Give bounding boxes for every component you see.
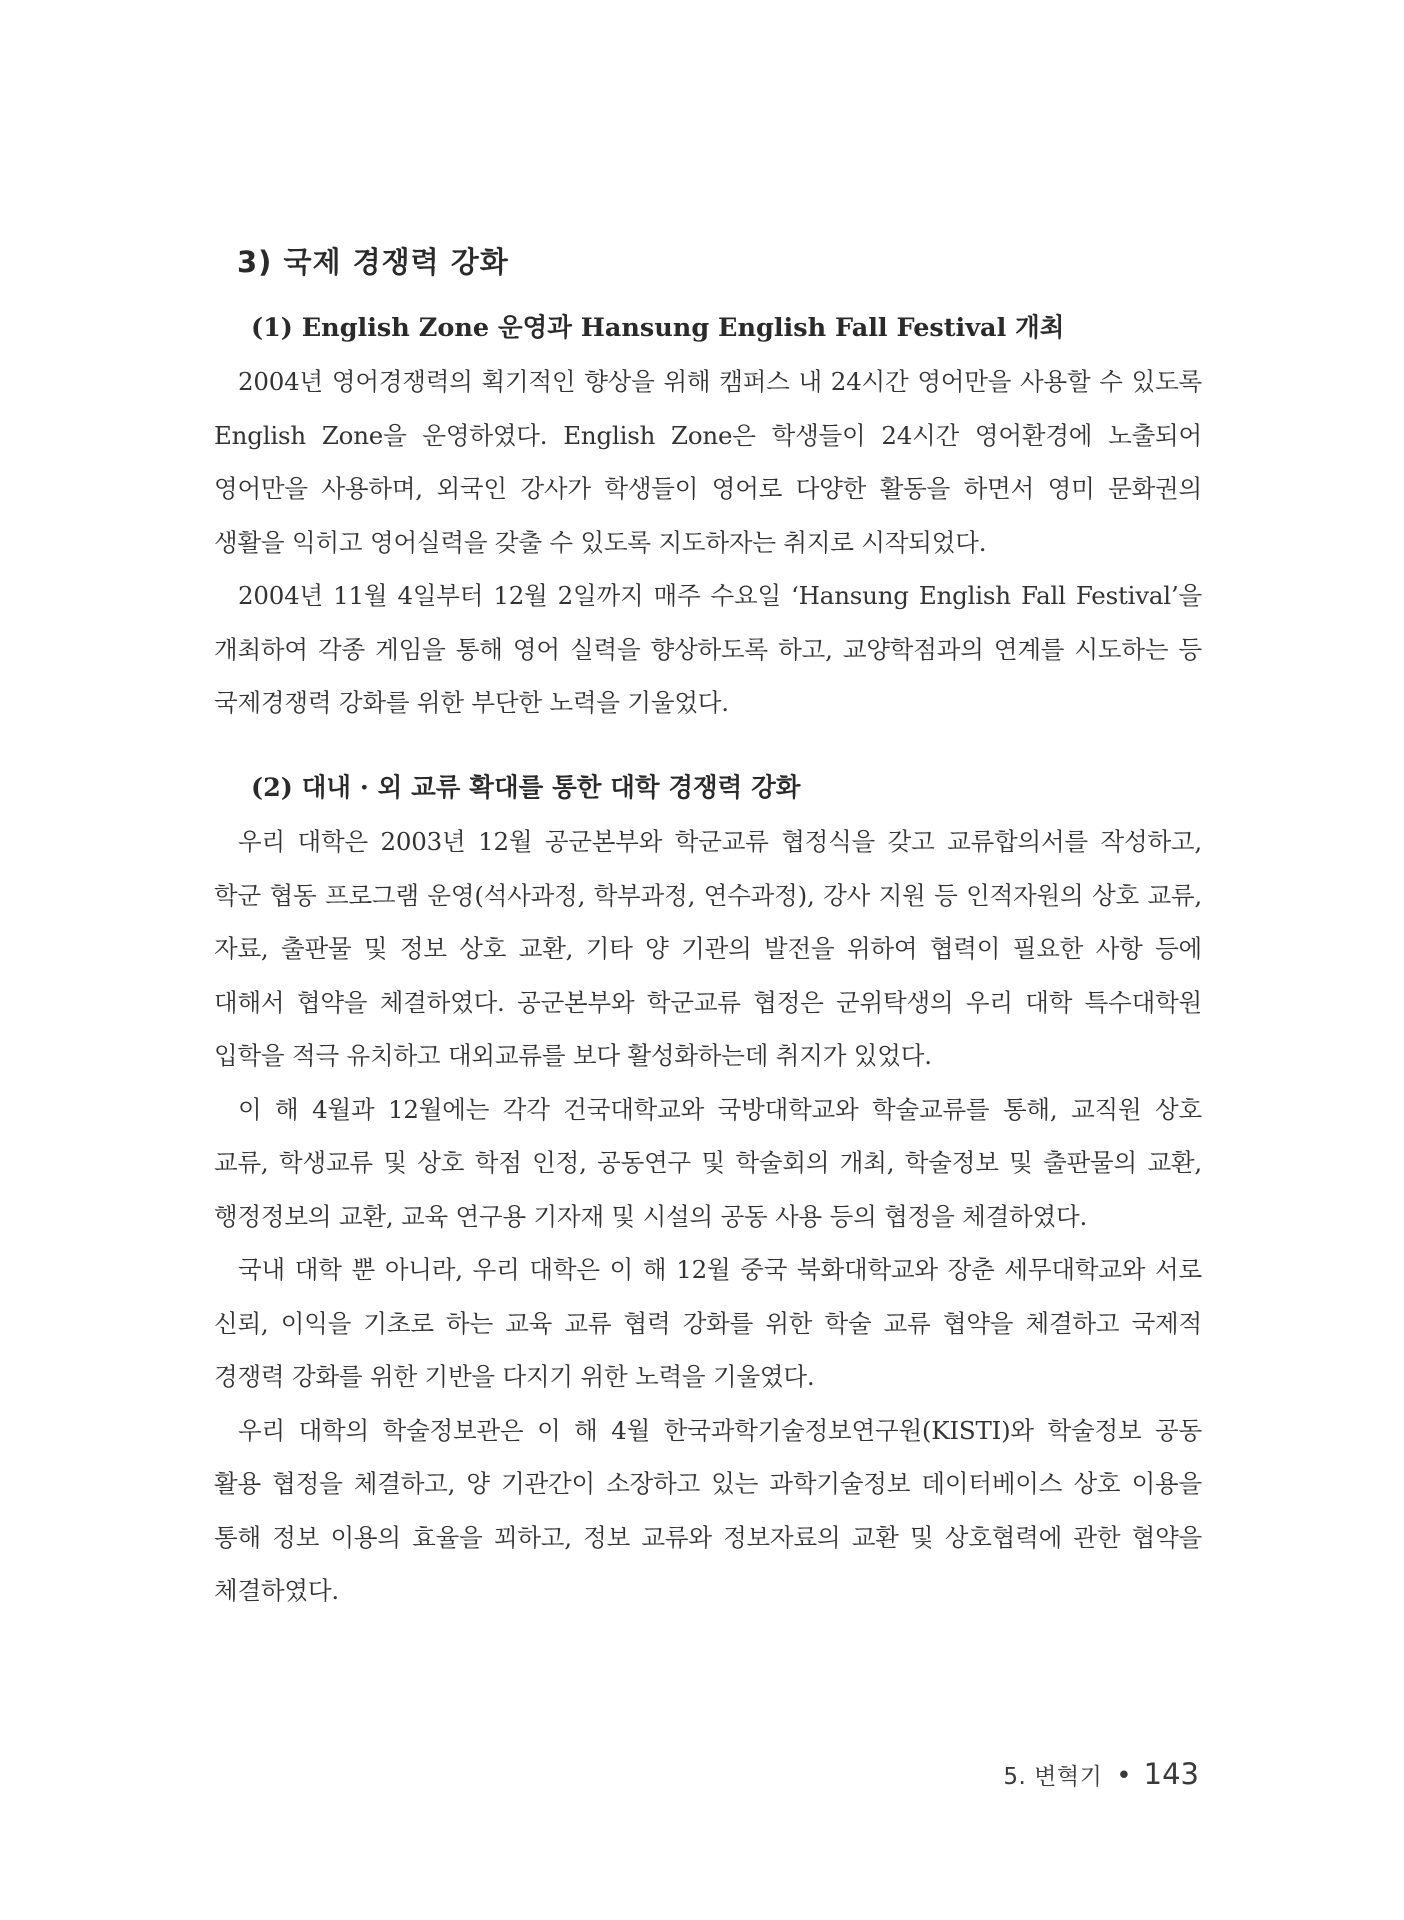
chapter-label: 5. 변혁기 (1003, 1764, 1103, 1790)
page-footer (1003, 1757, 1199, 1791)
paragraph: 2004년 영어경쟁력의 획기적인 향상을 위해 캠퍼스 내 24시간 영어만을 사용할 수 있도록 English Zone을 운영하였다. English Zone은 학생들이 24시간 영어환경에 노출되어 영어만을 사용하며, 외국인 강사가 학생들이 영어로 다양한 활동을 하면서 영미 문화권의 생활을 익히고 영어실력을 갖출 수 있도록 지도하자는 취지로 시작되었다. (214, 367, 1202, 557)
paragraph: 2004년 11월 4일부터 12월 2일까지 매주 수요일 ‘Hansung English Fall Festival’을 개최하여 각종 게임을 통해 영어 실력을 향상하도록 하고, 교양학점과의 연계를 시도하는 등 국제경쟁력 강화를 위한 부단한 노력을 기울었다. (214, 581, 1202, 717)
subsection-english-zone (214, 308, 1202, 730)
page-number: 143 (1143, 1757, 1199, 1791)
section-title: 3) 국제 경쟁력 강화 (237, 245, 509, 279)
paragraph: 우리 대학은 2003년 12월 공군본부와 학군교류 협정식을 갖고 교류합의서를 작성하고, 학군 협동 프로그램 운영(석사과정, 학부과정, 연수과정), 강사 지원 등 인적자원의 상호 교류, 자료, 출판물 및 정보 상호 교환, 기타 양 기관의 발전을 위하여 협력이 필요한 사항 등에 대해서 협약을 체결하였다. 공군본부와 학군교류 협정은 군위탁생의 우리 대학 특수대학원 입학을 적극 유치하고 대외교류를 보다 활성화하는데 취지가 있었다. (214, 827, 1202, 1070)
subsection-title: (2) 대내 · 외 교류 확대를 통한 대학 경쟁력 강화 (251, 773, 801, 803)
paragraph: 국내 대학 뿐 아니라, 우리 대학은 이 해 12월 중국 북화대학교와 장춘 세무대학교와 서로 신뢰, 이익을 기초로 하는 교육 교류 협력 강화를 위한 학술 교류 협약을 체결하고 국제적 경쟁력 강화를 위한 기반을 다지기 위한 노력을 기울였다. (214, 1255, 1202, 1391)
subsection-exchange (214, 768, 1202, 1618)
paragraph: 우리 대학의 학술정보관은 이 해 4월 한국과학기술정보연구원(KISTI)와 학술정보 공동 활용 협정을 체결하고, 양 기관간이 소장하고 있는 과학기술정보 데이터베이스 상호 이용을 통해 정보 이용의 효율을 꾀하고, 정보 교류와 정보자료의 교환 및 상호협력에 관한 협약을 체결하였다. (214, 1415, 1202, 1605)
bullet-separator: • (1116, 1761, 1132, 1791)
subsection-title: (1) English Zone 운영과 Hansung English Fall Festival 개최 (251, 313, 1065, 343)
paragraph: 이 해 4월과 12월에는 각각 건국대학교와 국방대학교와 학술교류를 통해, 교직원 상호 교류, 학생교류 및 상호 학점 인정, 공동연구 및 학술회의 개최, 학술정보 및 출판물의 교환, 행정정보의 교환, 교육 연구용 기자재 및 시설의 공동 사용 등의 협정을 체결하였다. (214, 1094, 1202, 1231)
